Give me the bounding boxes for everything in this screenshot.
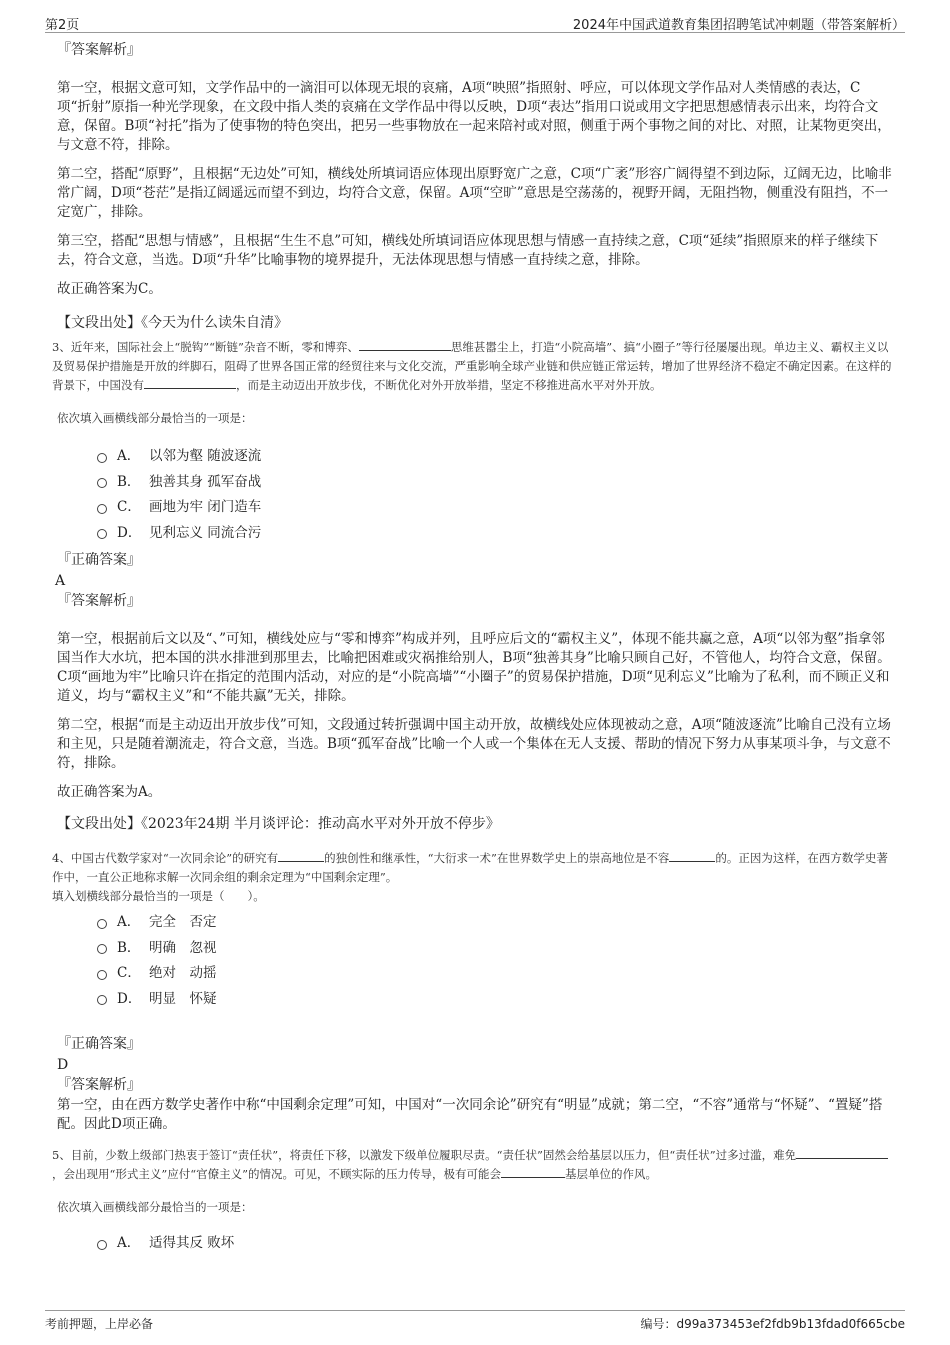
radio-icon[interactable]	[97, 919, 107, 929]
option-c[interactable]: C． 画地为牢 闭门造车	[97, 495, 893, 521]
option-b[interactable]: B． 明确 忽视	[97, 936, 893, 962]
answer-conclusion: 故正确答案为A。	[57, 784, 162, 800]
question-3-stem: 3、近年来，国际社会上“脱钩”“断链”杂音不断，零和博弈、 思维甚嚣尘上，打造“小院高墙”、搞“小圈子”等行径屡屡出现。单边主义、霸权主义以及贸易保护措施是开放的绊脚石，阻碍了世界各国正常的经贸往来与文化交流，严重影响全球产业链和供应链正常运转，增加了世界经济不稳定不确定因素。在这样的背景下，中国没有 ，而是主动迈出开放步伐，不断优化对外开放举措，坚定不移推进高水平对外开放。	[52, 340, 892, 392]
radio-icon[interactable]	[97, 529, 107, 539]
radio-icon[interactable]	[97, 970, 107, 980]
analysis-paragraph: 第二空，搭配“原野”，且根据“无边处”可知，横线处所填词语应体现出原野宽广之意，C项“广袤”形容广阔得望不到边际，辽阔无边，比喻非常广阔，D项“苍茫”是指辽阔遥远而望不到边，均符合文意，保留。A项“空旷”意思是空荡荡的，视野开阔，无阻挡物，侧重没有阻挡，不一定宽广，排除。	[57, 166, 892, 220]
analysis-paragraph: 第三空，搭配“思想与情感”，且根据“生生不息”可知，横线处所填词语应体现思想与情感一直持续之意，C项“延续”指照原来的样子继续下去，符合文意，当选。D项“升华”比喻事物的境界提升，无法体现思想与情感一直持续之意，排除。	[57, 233, 879, 268]
document-title: 2024年中国武道教育集团招聘笔试冲刺题（带答案解析）	[572, 18, 905, 33]
fill-blank	[669, 849, 715, 862]
option-d[interactable]: D． 见利忘义 同流合污	[97, 521, 893, 547]
source-citation: 【文段出处】《2023年24期 半月谈评论：推动高水平对外开放不停步》	[57, 816, 500, 832]
content	[52, 40, 893, 1257]
options-list	[57, 1231, 893, 1257]
correct-answer: A	[55, 573, 66, 589]
options-list	[57, 444, 893, 546]
analysis-paragraph: 第一空，根据文意可知，文学作品中的一滴泪可以体现无垠的哀痛，A项“映照”指照射、呼应，可以体现文学作品对人类情感的表达，C项“折射”原指一种光学现象，在文段中指人类的哀痛在文学作品中得以反映，D项“表达”指用口说或用文字把思想感情表示出来，均符合文意，保留。B项“衬托”指为了使事物的特色突出，把另一些事物放在一起来陪衬或对照，侧重于两个事物之间的对比、对照，让某物更突出，与文意不符，排除。	[57, 80, 891, 153]
option-c[interactable]: C． 绝对 动摇	[97, 961, 893, 987]
fill-blank	[144, 376, 236, 389]
analysis-paragraph: 第二空，根据“而是主动迈出开放步伐”可知，文段通过转折强调中国主动开放，故横线处应体现被动之意，A项“随波逐流”比喻自己没有立场和主见，只是随着潮流走，符合文意，当选。B项“孤军奋战”比喻一个人或一个集体在无人支援、帮助的情况下努力从事某项斗争，与文意不符，排除。	[57, 717, 891, 771]
option-a[interactable]: A． 完全 否定	[97, 910, 893, 936]
analysis-paragraph: 第一空，由在西方数学史著作中称“中国剩余定理”可知，中国对“一次同余论”研究有“明显”成就；第二空，“不容”通常与“怀疑”、“置疑”搭配。因此D项正确。	[57, 1097, 883, 1132]
fill-blank	[278, 849, 324, 862]
correct-answer-label: 『正确答案』	[57, 552, 141, 568]
option-d[interactable]: D． 明显 怀疑	[97, 987, 893, 1013]
option-a[interactable]: A． 以邻为壑 随波逐流	[97, 444, 893, 470]
radio-icon[interactable]	[97, 995, 107, 1005]
page-header	[45, 12, 905, 33]
radio-icon[interactable]	[97, 453, 107, 463]
source-citation: 【文段出处】《今天为什么读朱自清》	[57, 315, 288, 331]
fill-blank	[501, 1165, 565, 1178]
question-prompt: 依次填入画横线部分最恰当的一项是：	[57, 1200, 253, 1214]
analysis-paragraph: 第一空，根据前后文以及“、”可知，横线处应与“零和博弈”构成并列，且呼应后文的“霸权主义”，体现不能共赢之意，A项“以邻为壑”指拿邻国当作大水坑，把本国的洪水排泄到那里去，比喻把困难或灾祸推给别人，B项“独善其身”比喻只顾自己好，不管他人，均符合文意，保留。C项“画地为牢”比喻只许在指定的范围内活动，对应的是“小院高墙”“小圈子”的贸易保护措施，D项“见利忘义”比喻为了私利，而不顾正义和道义，均与“霸权主义”和“不能共赢”无关，排除。	[57, 631, 891, 704]
radio-icon[interactable]	[97, 478, 107, 488]
question-prompt: 填入划横线部分最恰当的一项是（ ）。	[52, 889, 265, 903]
analysis-label: 『答案解析』	[57, 42, 141, 58]
radio-icon[interactable]	[97, 1240, 107, 1250]
option-a[interactable]: A． 适得其反 败坏	[97, 1231, 893, 1257]
analysis-label: 『答案解析』	[57, 593, 141, 609]
correct-answer: D	[57, 1057, 69, 1073]
fill-blank	[359, 338, 451, 351]
question-4-stem: 4、中国古代数学家对“一次同余论”的研究有 的独创性和继承性，“大衍求一术”在世界数学史上的崇高地位是不容 的。正因为这样，在西方数学史著作中，一直公正地称求解一次同余组的剩余定理为“中国剩余定理”。	[52, 851, 888, 884]
page-number: 第2页	[45, 18, 80, 33]
radio-icon[interactable]	[97, 504, 107, 514]
fill-blank	[796, 1146, 888, 1159]
option-b[interactable]: B． 独善其身 孤军奋战	[97, 470, 893, 496]
question-prompt: 依次填入画横线部分最恰当的一项是：	[57, 411, 253, 425]
correct-answer-label: 『正确答案』	[57, 1036, 141, 1052]
footer-slogan: 考前押题，上岸必备	[45, 1317, 154, 1331]
radio-icon[interactable]	[97, 944, 107, 954]
question-5-stem: 5、目前，少数上级部门热衷于签订“责任状”，将责任下移，以激发下级单位履职尽责。“责任状”固然会给基层以压力，但“责任状”过多过滥，难免，会出现用“形式主义”应付“官僚主义”的情况。可见，不顾实际的压力传导，极有可能会 基层单位的作风。	[52, 1146, 893, 1184]
options-list	[57, 910, 893, 1012]
answer-conclusion: 故正确答案为C。	[57, 281, 162, 297]
page-footer	[45, 1310, 905, 1333]
document-code: 编号：d99a373453ef2fdb9b13fdad0f665cbe	[640, 1317, 905, 1331]
analysis-label: 『答案解析』	[57, 1077, 141, 1093]
